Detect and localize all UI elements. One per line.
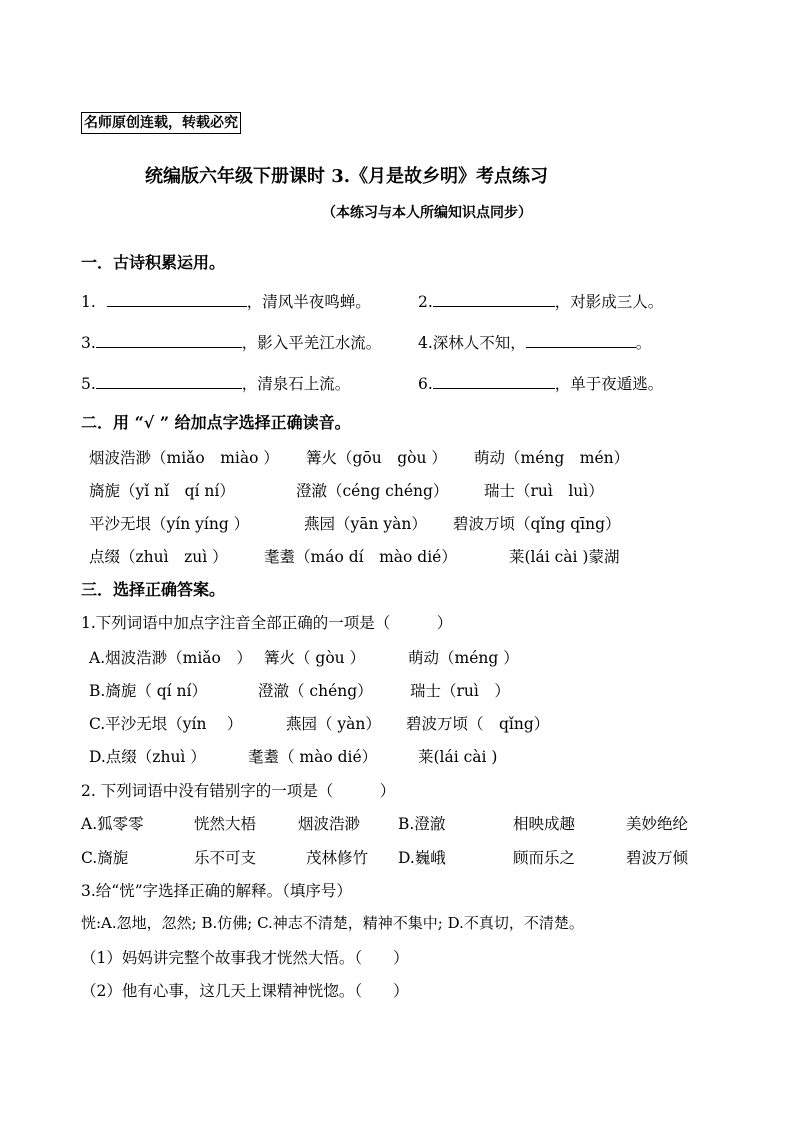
q3-definition: 恍:A.忽地，忽然; B.仿佛; C.神志不清楚，精神不集中; D.不真切，不清楚。 [81,914,584,932]
pinyin-item: 澄澈（céng chéng） [296,482,449,500]
q2-word: 茂林修竹 [306,849,369,867]
poem-q1 [81,290,371,312]
q2-word: 美妙绝纶 [626,815,689,833]
q2-word: 乐不可支 [194,849,257,867]
option-d-item: 耄耋（ mào dié） [248,748,378,766]
q2-option-a[interactable]: A.狐零零 [81,815,144,833]
option-b[interactable]: B.旖旎（ qí ní） [89,682,207,700]
option-a-item: 篝火（ gòu ） [264,649,366,667]
section1-heading: 一．古诗积累运用。 [81,253,226,272]
pinyin-item: 萌动（méng mén） [474,449,630,467]
q2-number: 2. [418,293,433,311]
pinyin-item: 碧波万顷（qǐng qīng） [453,515,621,533]
pinyin-item: 点缀（zhuì zuì ） [89,548,228,566]
option-c[interactable]: C.平沙无垠（yín ） [89,715,243,733]
q2-word: 恍然大梧 [194,815,257,833]
option-a-item: 萌动（méng ） [408,649,519,667]
q2-word: 顾而乐之 [513,849,576,867]
option-b-item: 澄澈（ chéng） [258,682,373,700]
poem-q4 [418,331,651,353]
q3-text: ，影入平羌江水流。 [241,334,382,352]
q5-text: ，清泉石上流。 [241,375,351,393]
section3-heading: 三．选择正确答案。 [81,580,226,599]
q2-text: ，对影成三人。 [554,293,664,311]
q3-blank[interactable] [96,333,242,348]
q4-blank[interactable] [526,333,636,348]
q6-blank[interactable] [433,374,555,389]
pinyin-item: 旖旎（yǐ nǐ qí ní） [89,482,235,500]
q1-number: 1. [81,293,96,311]
poem-q6 [418,372,663,394]
q4-suffix: 。 [635,334,652,352]
q5-number: 5. [81,375,96,393]
option-c-item: 燕园（ yàn） [286,715,381,733]
question-3-stem: 3.给“恍”字选择正确的解释。（填序号） [81,882,352,900]
q2-word: 烟波浩渺 [298,815,361,833]
copyright-notice: 名师原创连载，转载必究 [81,112,241,134]
poem-q3 [81,331,381,353]
q6-number: 6. [418,375,433,393]
pinyin-item: 瑞士（ruì luì） [484,482,604,500]
pinyin-item: 燕园（yān yàn） [304,515,427,533]
q3-number: 3. [81,334,96,352]
option-c-item: 碧波万顷（ qǐng） [406,715,550,733]
q4-prefix: 4.深林人不知， [418,334,526,352]
q2-option-d[interactable]: D.巍峨 [398,849,446,867]
question-2-stem: 2. 下列词语中没有错别字的一项是（ ） [81,782,396,800]
pinyin-item: 篝火（gōu gòu ） [306,449,447,467]
poem-q5 [81,372,350,394]
q2-option-b[interactable]: B.澄澈 [398,815,446,833]
pinyin-item: 耄耋（máo dí mào dié） [264,548,457,566]
q1-blank[interactable] [107,292,247,307]
question-1-stem: 1.下列词语中加点字注音全部正确的一项是（ ） [81,614,453,632]
section2-heading: 二．用 “√ ” 给加点字选择正确读音。 [81,413,351,432]
option-b-item: 瑞士（ruì ） [410,682,510,700]
q2-option-c[interactable]: C.旖旎 [81,849,129,867]
option-a[interactable]: A.烟波浩渺（miǎo ） [89,649,252,667]
q2-word: 碧波万倾 [626,849,689,867]
poem-q2 [418,290,663,312]
pinyin-item: 烟波浩渺（miǎo miào ） [89,449,279,467]
q3-item-2: （2）他有心事，这几天上课精神恍惚。（ ） [81,982,409,1000]
option-d-item: 莱(lái cài ) [418,748,498,766]
q2-word: 相映成趣 [513,815,576,833]
option-d[interactable]: D.点缀（zhuì ） [89,748,206,766]
page-title: 统编版六年级下册课时 3.《月是故乡明》考点练习 [145,166,549,187]
q3-item-1: （1）妈妈讲完整个故事我才恍然大悟。（ ） [81,949,409,967]
pinyin-item: 莱(lái cài )蒙湖 [509,548,620,566]
q1-text: ，清风半夜鸣蝉。 [246,293,371,311]
q5-blank[interactable] [96,374,242,389]
pinyin-item: 平沙无垠（yín yíng ） [89,515,250,533]
q6-text: ，单于夜遁逃。 [554,375,664,393]
q2-blank[interactable] [433,292,555,307]
page-subtitle: （本练习与本人所编知识点同步） [322,205,532,221]
